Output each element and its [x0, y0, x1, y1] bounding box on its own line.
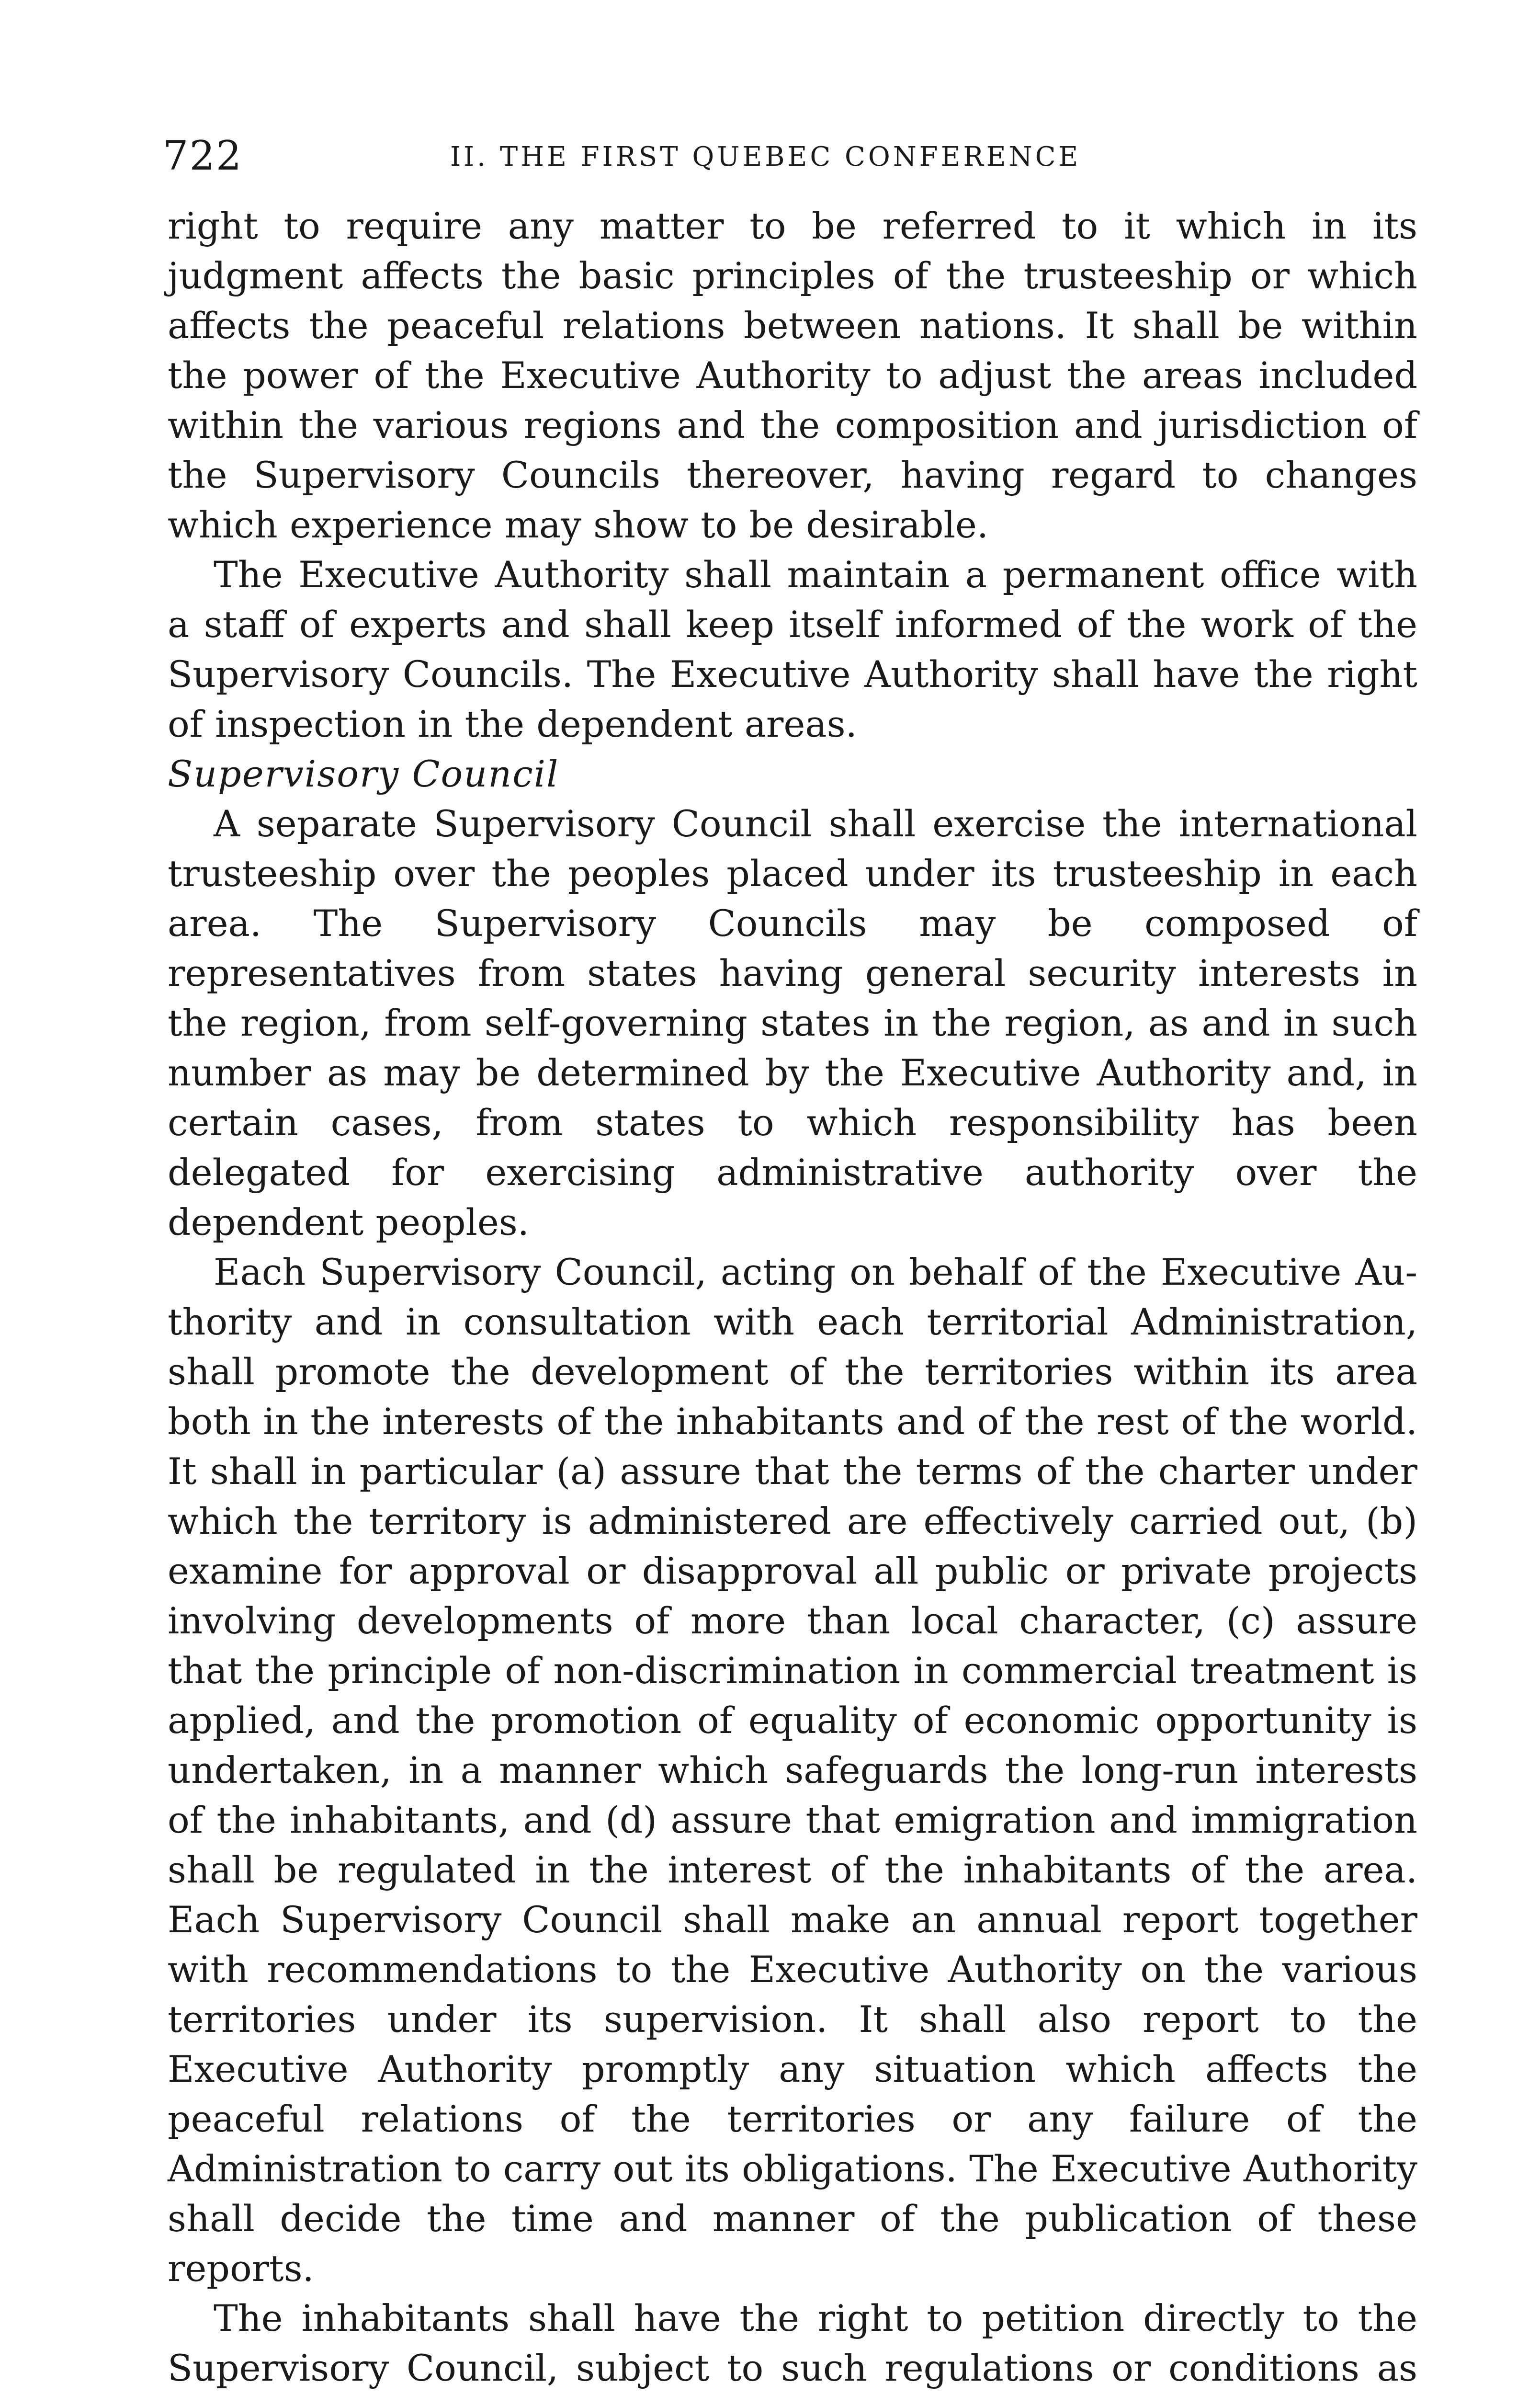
body-text	[168, 201, 1417, 2389]
paragraph-executive-authority-office: The Executive Authority shall maintain a permanent office with a staff of experts and shall keep itself informed of the work of the Supervisory Councils. The Executive Authority shall have the right of inspection in the dependent areas.	[168, 553, 1417, 745]
page-header	[163, 129, 1427, 182]
paragraph-council-duties: Each Supervisory Council, acting on behalf of the Executive Authority and in consultation with each territorial Administration, shall promote the development of the territories within its area both in the interests of the inhabitants and of the rest of the world. It shall in particular (a) assure that the terms of the charter under which the territory is administered are effectively carried out, (b) examine for approval or disapproval all public or private projects involving developments of more than local character, (c) assure that the principle of non-discrimination in commercial treatment is applied, and the promotion of equality of economic opportunity is undertaken, in a manner which safeguards the long-run interests of the inhabitants, and (d) assure that emigration and immigration shall be regulated in the interest of the inhabitants of the area. Each Supervisory Council shall make an annual report together with recommendations to the Executive Authority on the various territories under its supervision. It shall also report to the Executive Authority promptly any situation which affects the peaceful relations of the territories or any failure of the Administration to carry out its obligations. The Executive Authority shall decide the time and manner of the publication of these reports.	[168, 1251, 1417, 2290]
page-number: 722	[163, 132, 243, 179]
running-head: II. THE FIRST QUEBEC CONFERENCE	[450, 141, 1081, 172]
paragraph-separate-council: A separate Supervisory Council shall exercise the international trusteeship over the peoples placed under its trusteeship in each area. The Supervisory Councils may be composed of representatives from states having general security interests in the region, from self-governing states in the region, as and in such number as may be determined by the Executive Authority and, in certain cases, from states to which responsibility has been delegated for exercising administrative authority over the dependent peoples.	[168, 802, 1417, 1243]
paragraph-petition-right: The inhabitants shall have the right to petition directly to the Supervisory Council, subject to such regulations or conditions as	[168, 2297, 1417, 2389]
paragraph-continued: right to require any matter to be referred to it which in its judgment affects the basic principles of the trusteeship or which affects the peaceful relations between nations. It shall be within the power of the Executive Authority to adjust the areas included within the various regions and the composition and jurisdiction of the Supervisory Councils thereover, having regard to changes which experience may show to be desirable.	[168, 205, 1417, 546]
section-heading-supervisory-council: Supervisory Council	[168, 753, 559, 795]
